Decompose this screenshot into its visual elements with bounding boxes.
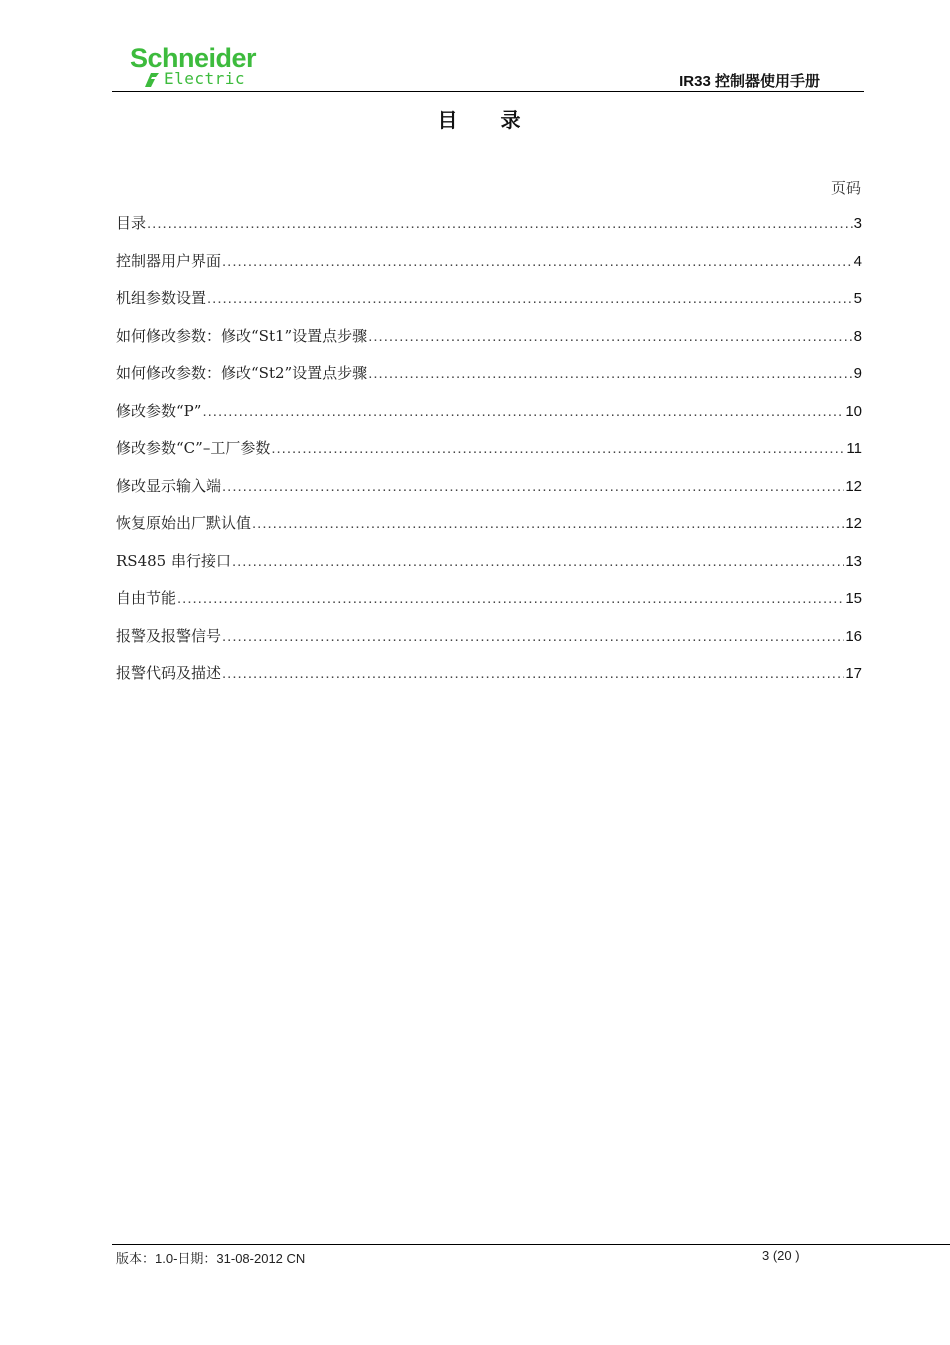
toc-entry-label: 报警代码及描述	[116, 664, 222, 682]
toc-entry-label: 控制器用户界面	[116, 251, 222, 270]
toc-leader-dots	[202, 403, 844, 420]
toc-entry-label: 自由节能	[116, 589, 177, 607]
toc-leader-dots	[222, 665, 844, 682]
toc-entry[interactable]	[116, 400, 862, 438]
toc-entry-page: 3	[853, 215, 862, 232]
toc-entry-page: 16	[845, 627, 862, 645]
footer-version: 版本：1.0-日期：31-08-2012 CN	[116, 1251, 306, 1266]
toc-entry-label: RS485 串行接口	[116, 551, 231, 570]
toc-entry-label: 报警及报警信号	[116, 626, 222, 645]
toc-entry[interactable]	[116, 362, 862, 400]
toc-leader-dots	[147, 215, 853, 232]
logo-wordmark-bottom: Electric	[164, 69, 246, 88]
schneider-electric-logo	[130, 44, 270, 92]
toc-entry[interactable]	[116, 475, 862, 513]
toc-leader-dots	[271, 440, 845, 457]
toc-entry[interactable]	[116, 587, 862, 625]
toc-leader-dots	[207, 290, 853, 307]
toc-entry[interactable]	[116, 550, 862, 588]
toc-entry-label: 如何修改参数：修改“St2”设置点步骤	[116, 364, 368, 382]
toc-entry-page: 12	[845, 515, 862, 532]
toc-entry-page: 10	[845, 402, 862, 420]
page-column-label: 页码	[830, 179, 861, 197]
toc-entry-page: 17	[845, 665, 862, 682]
toc-entry-label: 修改显示输入端	[116, 476, 222, 495]
toc-entry-page: 8	[853, 327, 862, 345]
toc-leader-dots	[177, 590, 844, 607]
toc-entry-page: 4	[853, 252, 862, 270]
document-header-title: IR33 控制器使用手册	[679, 73, 820, 90]
toc-leader-dots	[222, 478, 844, 495]
toc-entry[interactable]	[116, 437, 862, 475]
toc-entry[interactable]	[116, 325, 862, 363]
toc-leader-dots	[222, 628, 844, 645]
footer-page-number: 3 (20 )	[762, 1248, 800, 1263]
toc-entry-label: 恢复原始出厂默认值	[116, 514, 252, 532]
toc-entry[interactable]	[116, 250, 862, 288]
schneider-swirl-icon	[142, 71, 162, 89]
toc-entry-page: 5	[853, 290, 862, 307]
toc-entry-label: 目录	[116, 214, 147, 232]
toc-entry[interactable]	[116, 662, 862, 700]
toc-leader-dots	[222, 253, 853, 270]
toc-title: 目 录	[437, 108, 539, 132]
toc-leader-dots	[252, 515, 844, 532]
toc-entry-page: 9	[853, 365, 862, 382]
toc-entry[interactable]	[116, 212, 862, 250]
header-divider	[112, 91, 864, 92]
toc-leader-dots	[368, 365, 852, 382]
toc-entry-label: 机组参数设置	[116, 289, 207, 307]
toc-entry[interactable]	[116, 287, 862, 325]
toc-entry-label: 修改参数“P”	[116, 401, 202, 420]
toc-entry[interactable]	[116, 512, 862, 550]
toc-leader-dots	[368, 328, 852, 345]
toc-entry[interactable]	[116, 625, 862, 663]
toc-entry-label: 修改参数“C”–工厂参数	[116, 439, 271, 457]
toc-entry-page: 11	[846, 440, 862, 457]
footer-divider	[112, 1244, 950, 1245]
toc-entry-page: 15	[845, 590, 862, 607]
toc-entry-page: 12	[845, 477, 862, 495]
logo-wordmark-top: Schneider	[130, 43, 257, 73]
toc-list	[116, 212, 862, 700]
toc-entry-page: 13	[845, 552, 862, 570]
toc-leader-dots	[232, 553, 844, 570]
toc-entry-label: 如何修改参数：修改“St1”设置点步骤	[116, 326, 368, 345]
